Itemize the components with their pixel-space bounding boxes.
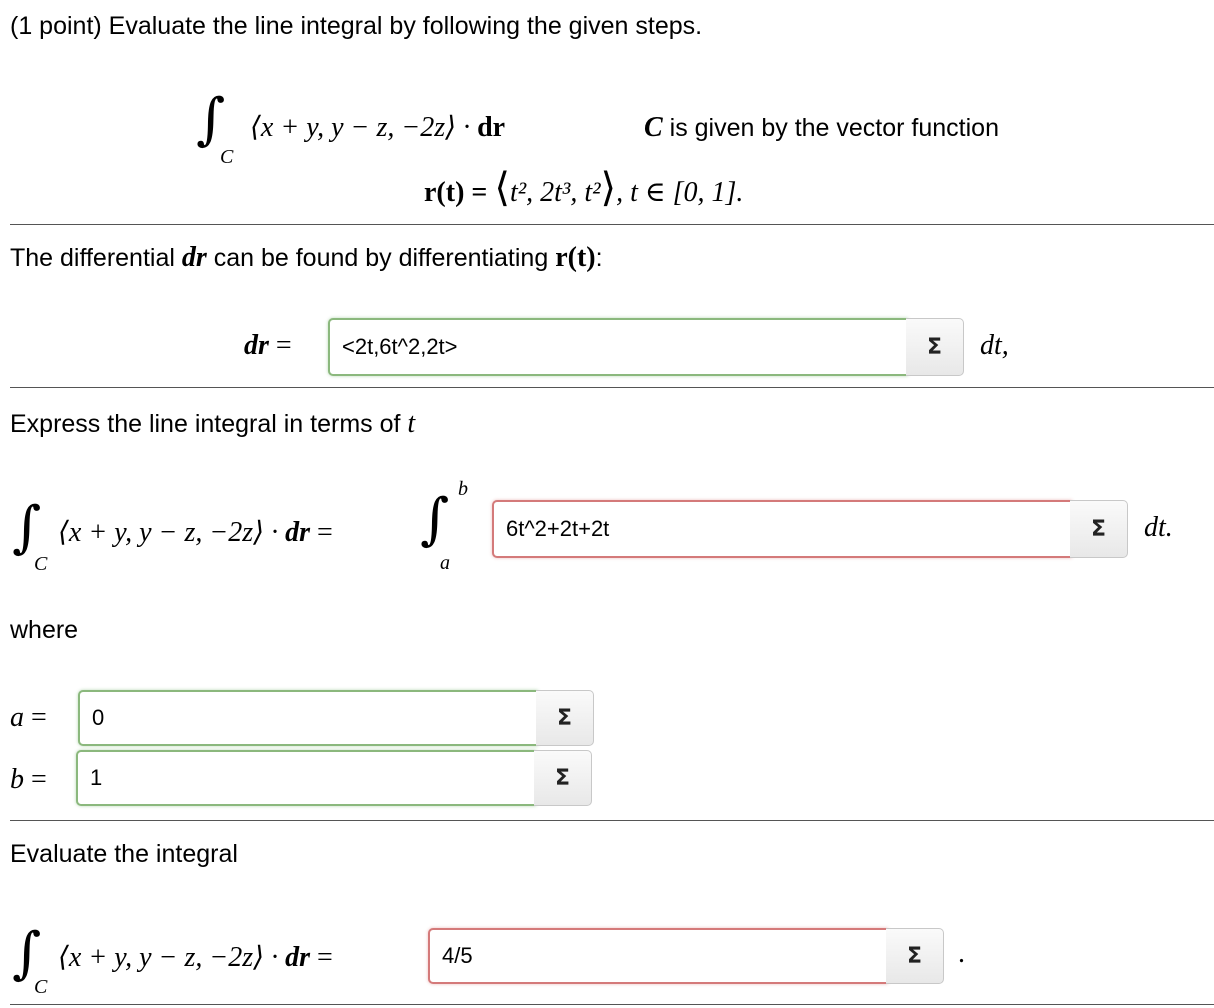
sigma-icon[interactable]	[906, 318, 964, 376]
r-of-t: r(t) =	[424, 177, 495, 208]
step1-dr: dr	[181, 242, 207, 273]
r-components: t², 2t³, t²	[509, 177, 601, 208]
vector-function: r(t) = ⟨t², 2t³, t²⟩, t ∈ [0, 1].	[424, 165, 744, 210]
sigma-glyph: Σ	[926, 334, 943, 360]
integrand-answer-field[interactable]	[492, 500, 1072, 558]
integral-sign: ∫	[12, 921, 42, 986]
b-eq: =	[24, 764, 47, 795]
a-var: a	[10, 702, 24, 733]
b-label	[10, 764, 47, 796]
step3-suffix: .	[958, 938, 965, 969]
problem-integrand	[250, 110, 505, 144]
curve-description	[644, 112, 999, 144]
step3-integrand-text: ⟨x + y, y − z, −2z⟩ ·	[58, 942, 286, 973]
integral-value: 4/5	[442, 943, 473, 968]
problem-header	[10, 12, 702, 41]
integral-subscript: C	[34, 976, 48, 998]
step2-eq: =	[309, 517, 333, 548]
curve-text: is given by the vector function	[662, 114, 999, 142]
sigma-glyph: Σ	[1090, 516, 1107, 542]
divider-1	[10, 224, 1214, 225]
step1-r-t: r(t)	[555, 242, 596, 273]
lower-limit: a	[440, 552, 450, 574]
curve-var: C	[644, 112, 663, 143]
dr-suffix: dt,	[980, 330, 1009, 361]
where-label: where	[10, 616, 79, 644]
a-answer-field[interactable]	[78, 690, 538, 746]
step2-instruction	[10, 408, 415, 440]
step1-instruction	[10, 242, 603, 274]
dr-eq: =	[268, 330, 292, 361]
dr-lhs: dr	[244, 330, 269, 361]
sigma-glyph: Σ	[906, 943, 923, 969]
dr-answer-value: <2t,6t^2,2t>	[342, 334, 458, 359]
step3-dr: dr	[285, 942, 310, 973]
step3-eq: =	[309, 942, 333, 973]
step2-text: Express the line integral in terms of	[10, 410, 408, 438]
step2-integrand-text: ⟨x + y, y − z, −2z⟩ ·	[58, 517, 286, 548]
sigma-icon[interactable]	[534, 750, 592, 806]
b-var: b	[10, 764, 24, 795]
integral-sign: ∫	[196, 87, 226, 152]
step2-integrand	[58, 515, 333, 549]
step2-var: t	[407, 408, 416, 439]
a-label	[10, 702, 47, 734]
sigma-icon[interactable]	[1070, 500, 1128, 558]
definite-integral-sign: ∫	[420, 487, 450, 552]
dr-symbol: dr	[477, 112, 506, 143]
a-answer-value: 0	[92, 705, 105, 730]
a-eq: =	[24, 702, 47, 733]
t-domain: , t ∈ [0, 1].	[616, 177, 744, 208]
integral-subscript: C	[220, 146, 234, 168]
divider-4	[10, 1004, 1214, 1005]
dr-answer-field[interactable]	[328, 318, 908, 376]
integrand-suffix: dt.	[1144, 512, 1173, 543]
dr-label	[244, 330, 292, 362]
sigma-glyph: Σ	[556, 705, 573, 731]
sigma-icon[interactable]	[886, 928, 944, 984]
integrand-answer-value: 6t^2+2t+2t	[506, 516, 610, 541]
integral-value-field[interactable]	[428, 928, 888, 984]
points-label: (1 point)	[10, 12, 102, 40]
b-answer-field[interactable]	[76, 750, 536, 806]
sigma-icon[interactable]	[536, 690, 594, 746]
integrand-text: ⟨x + y, y − z, −2z⟩ ·	[250, 112, 478, 143]
step3-instruction: Evaluate the integral	[10, 840, 238, 868]
integral-subscript: C	[34, 553, 48, 575]
divider-2	[10, 387, 1214, 388]
step1-text-before: The differential	[10, 244, 182, 272]
b-answer-value: 1	[90, 765, 103, 790]
step3-integrand	[58, 940, 333, 974]
divider-3	[10, 820, 1214, 821]
step1-text-after: :	[595, 244, 603, 272]
step2-dr: dr	[285, 517, 310, 548]
upper-limit: b	[458, 478, 468, 500]
step1-text-middle: can be found by differentiating	[206, 244, 556, 272]
integral-sign: ∫	[12, 495, 42, 560]
sigma-glyph: Σ	[554, 765, 571, 791]
instruction-text: Evaluate the line integral by following the given steps.	[108, 12, 703, 40]
